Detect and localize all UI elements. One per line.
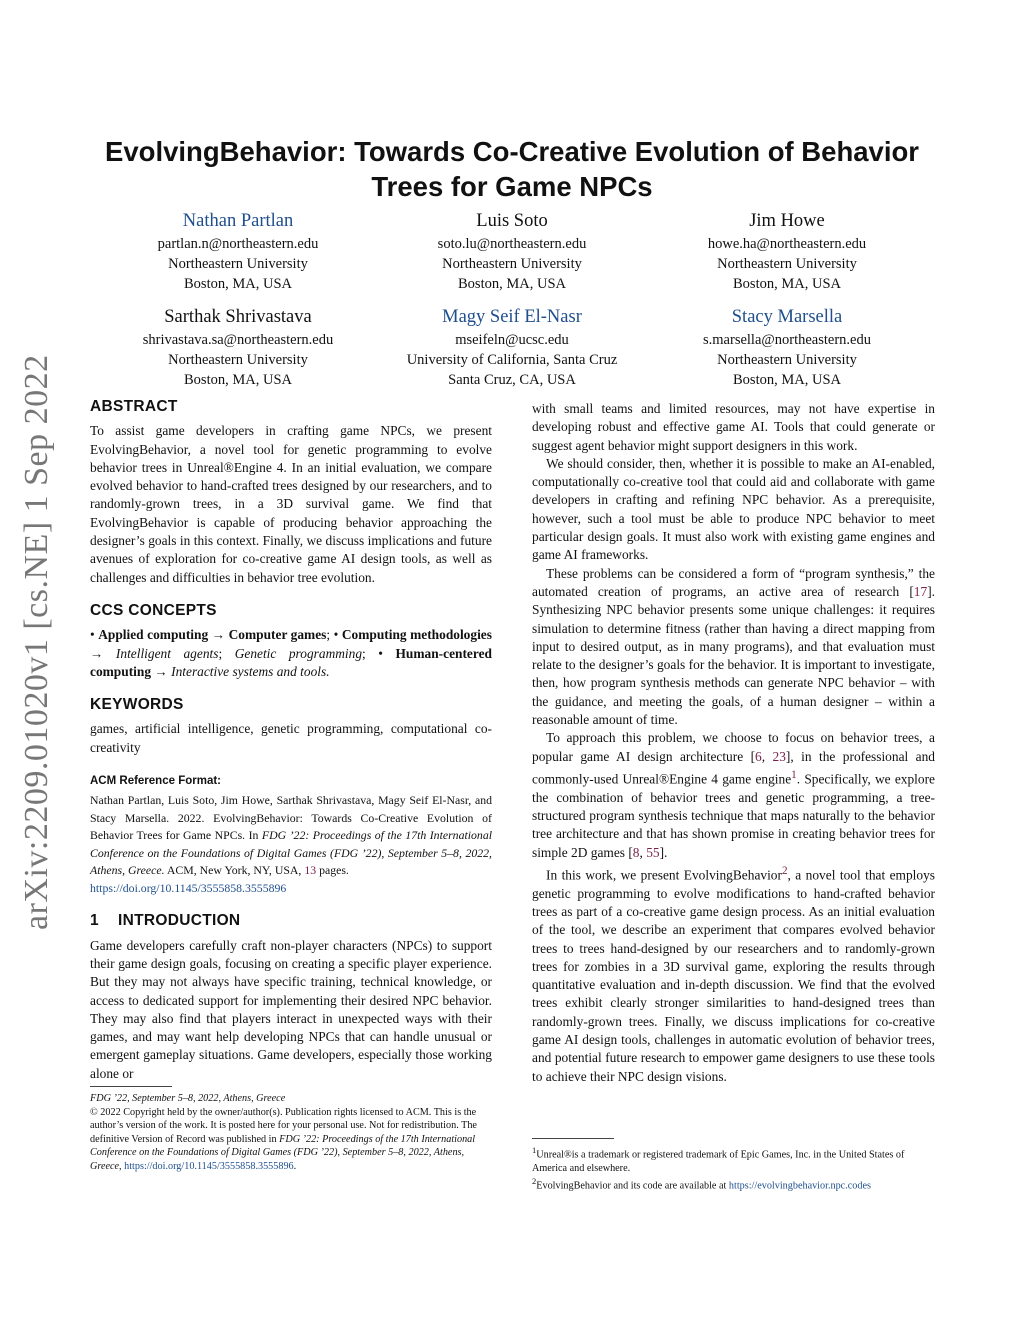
author-block: [362, 209, 662, 294]
acm-ref-authors: Nathan Partlan, Luis Soto, Jim Howe, Sarthak Shrivastava, Magy Seif El-Nasr, and Stacy Marsella. 2022. EvolvingBehavior: Towards Co-Creative Evolution of Behavior Trees for Game NPCs. In: [90, 793, 492, 843]
author-location: Boston, MA, USA: [458, 276, 566, 292]
venue-line: FDG ’22, September 5–8, 2022, Athens, Greece: [90, 1093, 286, 1104]
citation-link[interactable]: 55: [646, 844, 660, 860]
acm-reference-text: [90, 792, 492, 897]
author-location: Santa Cruz, CA, USA: [448, 372, 576, 388]
footnote-mark: 1: [532, 1145, 537, 1155]
introduction-heading: [90, 912, 492, 930]
paragraph-text: . Specifically, we explore the combination of behavior trees and genetic programming, a tree-structured program synthesis technique that maps naturally to the behavior tree architecture and that has shown promise in creating behavior trees for simple 2D games [: [532, 771, 935, 860]
ccs-bullet: •: [333, 627, 339, 643]
author-name: Luis Soto: [476, 211, 548, 231]
footnote-rule: [90, 1086, 172, 1087]
footnote-rule: [532, 1138, 614, 1139]
footnote-item: [532, 1175, 935, 1193]
author-name-link[interactable]: Stacy Marsella: [731, 307, 843, 327]
intro-paragraph: with small teams and limited resources, may not have expertise in developing robust and effective game AI. Tools that could generate or suggest agent behavior might support designers in this work.: [532, 401, 935, 453]
author-name: Jim Howe: [749, 211, 825, 231]
author-block: [637, 305, 937, 390]
intro-paragraph: [532, 862, 935, 1086]
citation-link[interactable]: 6: [755, 748, 762, 764]
ccs-sep: ;: [218, 645, 235, 661]
introduction-section: [90, 912, 492, 1083]
ccs-sub: Intelligent agents: [115, 645, 219, 661]
intro-paragraph: [532, 729, 935, 862]
footnote-text: Unreal®is a trademark or registered trademark of Epic Games, Inc. in the United States of America and elsewhere.: [532, 1149, 905, 1174]
acm-ref-pages-label: pages.: [316, 863, 349, 878]
footnote-text: EvolvingBehavior and its code are available at: [536, 1180, 729, 1192]
paragraph-text: ]. Synthesizing NPC behavior presents some unique challenges: it requires simulation to determine fitness (rather than having a direct mapping from input to desired output, as in many programs), and that evaluation must relate to the designer’s goals for the behavior. It is important to investigate, then, how program synthesis methods can generate NPC behavior – with the guidance, and meeting the goals, of a human designer – within a reasonable amount of time.: [532, 583, 935, 728]
citation-separator: ,: [761, 748, 773, 764]
copyright-comma: ,: [119, 1160, 125, 1172]
ccs-arrow: →: [211, 627, 226, 643]
keywords-heading: KEYWORDS: [90, 696, 184, 714]
copyright-venue: FDG ’22: Proceedings of the 17th International Conference on the Foundations of Digital Games (FDG ’22), September 5–8, 2022, Athens, Greece: [90, 1133, 476, 1172]
copyright-body: © 2022 Copyright held by the owner/author(s). Publication rights licensed to ACM. This is the author’s version of the work. It is posted here for your personal use. Not for redistribution. The definitive Version of Record was published in: [90, 1106, 477, 1145]
copyright-period: .: [293, 1160, 297, 1172]
author-location: Boston, MA, USA: [184, 372, 292, 388]
paragraph-text: ].: [659, 844, 668, 860]
left-column: [90, 398, 492, 1083]
acm-ref-doi-link[interactable]: https://doi.org/10.1145/3555858.3555896: [90, 880, 287, 895]
footnote-marker-link[interactable]: 1: [791, 768, 797, 781]
author-email: shrivastava.sa@northeastern.edu: [142, 332, 334, 348]
ccs-bullet: •: [378, 645, 383, 661]
author-email: soto.lu@northeastern.edu: [437, 236, 587, 252]
author-location: Boston, MA, USA: [733, 372, 841, 388]
right-column: [532, 400, 935, 1086]
copyright-doi-link[interactable]: https://doi.org/10.1145/3555858.3555896: [124, 1160, 294, 1172]
copyright-footnote: [90, 1086, 492, 1173]
paragraph-text: To approach this problem, we choose to focus on behavior trees, a popular game AI design architecture [: [532, 730, 935, 764]
acm-reference-heading: ACM Reference Format:: [90, 775, 221, 788]
acm-reference-section: [90, 772, 492, 897]
intro-paragraph: Game developers carefully craft non-player characters (NPCs) to support their game design goals, focusing on creating a specific player experience. But they may not always have specific training, technical knowledge, or access to dedicated support for implementing their desired NPC behavior. They may also find that players interact in unexpected ways with their games, and may want help developing NPCs that can handle unusual or emergent gameplay situations. Game developers, especially those working alone or: [90, 937, 492, 1081]
footnotes: [532, 1138, 935, 1193]
author-name-link[interactable]: Magy Seif El-Nasr: [442, 307, 582, 327]
ccs-main: Human-centered computing: [90, 645, 492, 679]
author-location: Boston, MA, USA: [733, 276, 841, 292]
acm-ref-pages-link[interactable]: 13: [304, 863, 317, 878]
author-email: mseifeln@ucsc.edu: [455, 332, 569, 348]
ccs-arrow: →: [154, 663, 168, 679]
author-block: [362, 305, 662, 390]
acm-ref-venue: FDG ’22: Proceedings of the 17th International Conference on the Foundations of Digital Games (FDG ’22), September 5–8, 2022, Athens, Greece.: [90, 828, 492, 878]
ccs-main: Applied computing: [98, 627, 209, 643]
footnote-mark: 2: [532, 1176, 537, 1187]
author-affiliation: Northeastern University: [168, 352, 308, 368]
paper-title: EvolvingBehavior: Towards Co-Creative Evolution of Behavior Trees for Game NPCs: [105, 136, 919, 202]
author-name-link[interactable]: Nathan Partlan: [182, 211, 294, 231]
footnote-marker-link[interactable]: 2: [781, 864, 788, 877]
author-email: howe.ha@northeastern.edu: [707, 236, 867, 252]
abstract-text: To assist game developers in crafting game NPCs, we present EvolvingBehavior, a novel tool for genetic programming to evolve behavior trees in Unreal®Engine 4. In an initial evaluation, we compare evolved behavior to hand-crafted trees designed by our researchers, and to randomly-grown trees, in a 3D survival game. We find that EvolvingBehavior is capable of producing behavior approaching the designer’s goals in this context. Finally, we discuss implications and future avenues of exploration for co-creative game AI design tools, as well as challenges and difficulties in behavior tree evolution.: [90, 423, 492, 585]
ccs-bullet: •: [90, 627, 95, 643]
author-email: partlan.n@northeastern.edu: [157, 236, 319, 252]
arxiv-identifier: arXiv:2209.01020v1 [cs.NE] 1 Sep 2022: [18, 354, 55, 930]
paragraph-text: In this work, we present EvolvingBehavior: [546, 867, 782, 883]
author-name: Sarthak Shrivastava: [164, 307, 312, 327]
paragraph-text: ], in the professional and commonly-used Unreal®Engine 4 game engine: [532, 748, 935, 787]
citation-link[interactable]: 17: [913, 583, 928, 599]
ccs-arrow: →: [90, 645, 104, 661]
citation-link[interactable]: 23: [772, 748, 786, 764]
ccs-sub: Interactive systems and tools.: [171, 663, 330, 679]
ccs-sub: Computer games: [228, 627, 327, 643]
section-title: INTRODUCTION: [118, 912, 241, 930]
abstract-heading: ABSTRACT: [90, 398, 178, 415]
keywords-text: games, artificial intelligence, genetic programming, computational co-creativity: [90, 721, 492, 755]
author-affiliation: Northeastern University: [168, 256, 308, 272]
author-affiliation: Northeastern University: [717, 256, 857, 272]
author-block: [637, 209, 937, 294]
ccs-heading: CCS CONCEPTS: [90, 601, 217, 619]
footnote-link[interactable]: https://evolvingbehavior.npc.codes: [728, 1180, 871, 1192]
ccs-section: [90, 602, 492, 681]
ccs-sub: Genetic programming: [234, 645, 363, 661]
ccs-text: [90, 626, 492, 681]
copyright-text: [90, 1106, 492, 1174]
keywords-section: [90, 696, 492, 757]
author-block: [88, 305, 388, 390]
ccs-main: Computing methodologies: [341, 627, 492, 643]
intro-paragraph: We should consider, then, whether it is possible to make an AI-enabled, computationally co-creative tool that could aid and collaborate with game developers in crafting and refining NPC behavior. As a prerequisite, however, such a tool must be able to produce NPC behavior to meet particular design goals. It must also work with existing game engines and game AI frameworks.: [532, 455, 935, 563]
abstract-section: [90, 398, 492, 587]
footnote-item: [532, 1144, 935, 1175]
citation-separator: ,: [639, 844, 647, 860]
author-block: [88, 209, 388, 294]
author-affiliation: Northeastern University: [442, 256, 582, 272]
section-number: 1: [90, 912, 99, 930]
paragraph-text: These problems can be considered a form of “program synthesis,” the automated creation of programs, an active area of research [: [532, 565, 935, 599]
ccs-sep: ;: [362, 645, 379, 661]
author-email: s.marsella@northeastern.edu: [703, 332, 871, 348]
paragraph-text: , a novel tool that employs genetic programming to evolve modifications to hand-crafted behavior trees as part of a co-creative game design process. As an initial evaluation of the tool, we describe an experiment that compares evolved behavior trees to trees hand-designed by our researchers and to randomly-grown trees for zombies in a 3D survival game, exploring the results through quantitative evaluation and in-depth discussion. We find that the evolved trees exhibit clearly stronger similarities to hand-designed trees than randomly-grown trees. Finally, we discuss implications for co-creative game AI design tools, challenges in automatic evolution of behavior trees, and potential future research to empower game designers to use these tools to achieve their NPC design visions.: [532, 867, 935, 1084]
acm-ref-publisher: ACM, New York, NY, USA,: [164, 863, 305, 878]
intro-paragraph: [532, 565, 935, 730]
citation-link[interactable]: 8: [632, 844, 640, 860]
author-affiliation: Northeastern University: [717, 352, 857, 368]
ccs-sep: ;: [326, 627, 334, 643]
author-location: Boston, MA, USA: [184, 276, 292, 292]
author-affiliation: University of California, Santa Cruz: [406, 352, 618, 368]
